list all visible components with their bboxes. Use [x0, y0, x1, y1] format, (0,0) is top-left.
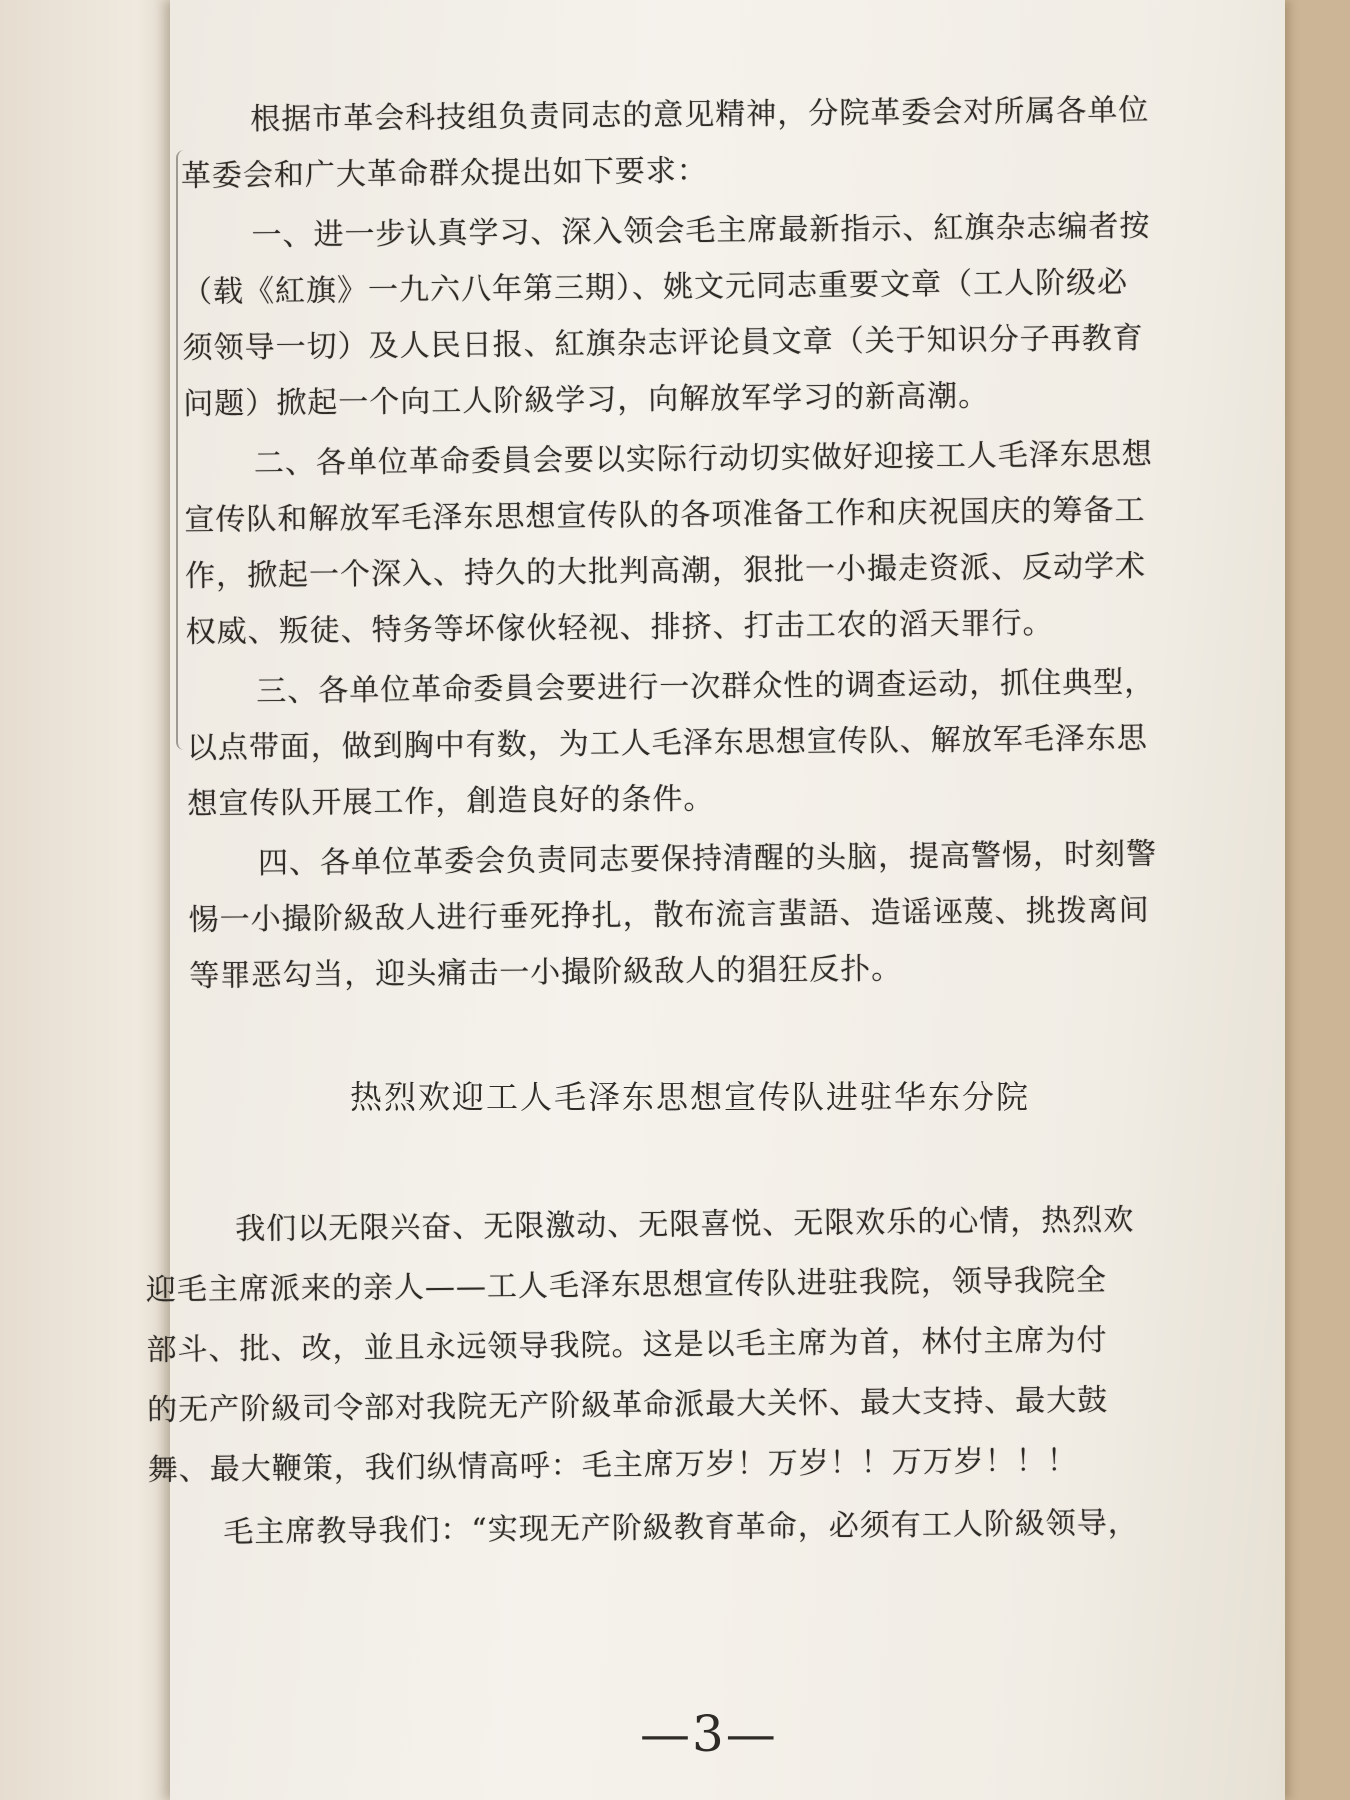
- paragraph1-line2: 革委会和广大革命群众提出如下要求：: [180, 153, 709, 194]
- item4-line1: 四、各单位革委会负责同志要保持清醒的头脑，提高警惕，时刻警: [257, 836, 1158, 882]
- document-page: [145, 0, 1285, 1800]
- item4-line3: 等罪恶勾当，迎头痛击一小撮阶級敌人的猖狂反扑。: [189, 951, 903, 994]
- item4-line2: 惕一小撮阶級敌人进行垂死挣扎，散布流言蜚語、造谣诬蔑、挑拨离间: [188, 892, 1150, 938]
- paragraph2-line2: 迎毛主席派来的亲人——工人毛泽东思想宣传队进驻我院，领导我院全: [145, 1262, 1108, 1308]
- body-text-2: [145, 1194, 1225, 1551]
- binding-edge: [176, 150, 192, 750]
- item3-line1: 三、各单位革命委員会要进行一次群众性的调查运动，抓住典型，: [256, 664, 1156, 710]
- paragraph2-line4: 的无产阶級司令部对我院无产阶級革命派最大关怀、最大支持、最大鼓: [146, 1382, 1109, 1428]
- item2-line4: 权威、叛徒、特务等坏傢伙轻视、排挤、打击工农的滔天罪行。: [185, 605, 1054, 650]
- body-text: [180, 84, 1260, 994]
- item3-line2: 以点带面，做到胸中有数，为工人毛泽东思想宣传队、解放军毛泽东思: [186, 720, 1148, 766]
- paragraph2-line5: 舞、最大鞭策，我们纵情高呼：毛主席万岁！万岁！！万万岁！！！: [147, 1443, 1078, 1488]
- item2-line1: 二、各单位革命委員会要以实际行动切实做好迎接工人毛泽东思想: [253, 436, 1153, 482]
- paragraph3-line1: 毛主席教导我们：“实现无产阶級教育革命，必须有工人阶級领导，: [223, 1505, 1139, 1551]
- page-number: —3—: [640, 1705, 778, 1763]
- paragraph2-line3: 部斗、批、改，並且永远领导我院。这是以毛主席为首，林付主席为付: [146, 1322, 1108, 1368]
- underlying-page: [0, 0, 195, 1800]
- item1-line4: 问题）掀起一个向工人阶級学习，向解放军学习的新高潮。: [183, 378, 990, 422]
- paragraph1-line1: 根据市革会科技组负责同志的意见精神，分院革委会对所属各单位: [250, 92, 1150, 138]
- paragraph2-line1: 我们以无限兴奋、无限激动、无限喜悦、无限欢乐的心情，热烈欢: [235, 1202, 1135, 1248]
- item1-line1: 一、进一步认真学习、深入领会毛主席最新指示、紅旗杂志编者按: [251, 208, 1151, 254]
- item1-line3: 须领导一切）及人民日报、紅旗杂志评论員文章（关于知识分子再教育: [182, 320, 1144, 366]
- item2-line3: 作，掀起一个深入、持久的大批判高潮，狠批一小撮走资派、反动学术: [184, 548, 1147, 594]
- item2-line2: 宣传队和解放军毛泽东思想宣传队的各项准备工作和庆祝国庆的筹备工: [184, 492, 1146, 538]
- item3-line3: 想宣传队开展工作，創造良好的条件。: [187, 781, 715, 822]
- item1-line2: （载《紅旗》一九六八年第三期）、姚文元同志重要文章（工人阶级必: [181, 265, 1129, 310]
- section-heading: 热烈欢迎工人毛泽东思想宣传队进驻华东分院: [350, 1078, 1031, 1116]
